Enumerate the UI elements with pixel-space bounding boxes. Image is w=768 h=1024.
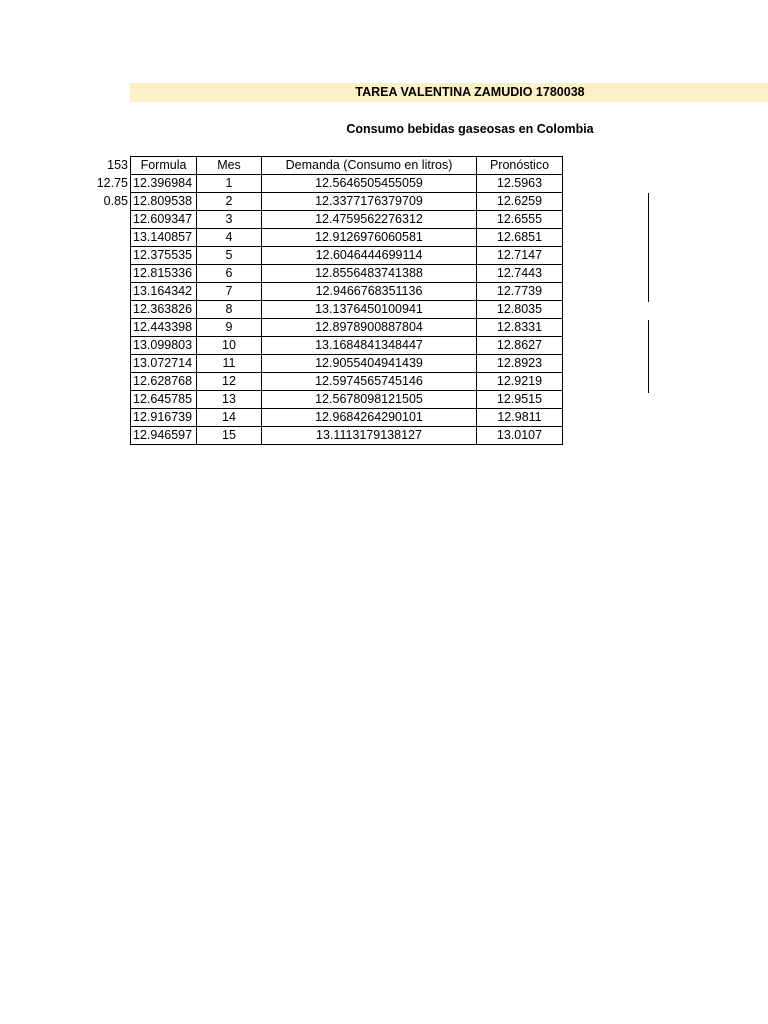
side-value-cell: 12.75 — [96, 176, 128, 190]
demanda-cell: 12.9684264290101 — [262, 409, 477, 427]
demanda-cell: 12.9466768351136 — [262, 283, 477, 301]
demanda-cell: 12.5974565745146 — [262, 373, 477, 391]
mes-cell: 15 — [197, 427, 262, 445]
side-value-cell: 153 — [107, 158, 128, 172]
mes-cell: 6 — [197, 265, 262, 283]
mes-cell: 7 — [197, 283, 262, 301]
demanda-cell: 13.1684841348447 — [262, 337, 477, 355]
formula-cell: 12.609347 — [131, 211, 197, 229]
table-row — [131, 175, 563, 193]
demanda-cell: 13.1376450100941 — [262, 301, 477, 319]
mes-cell: 9 — [197, 319, 262, 337]
formula-cell: 12.916739 — [131, 409, 197, 427]
table-row — [131, 337, 563, 355]
pronostico-cell: 13.0107 — [477, 427, 563, 445]
mes-cell: 3 — [197, 211, 262, 229]
page-title: TAREA VALENTINA ZAMUDIO 1780038 — [355, 85, 585, 99]
table-row — [131, 265, 563, 283]
pronostico-cell: 12.9811 — [477, 409, 563, 427]
formula-cell: 12.628768 — [131, 373, 197, 391]
pronostico-cell: 12.6259 — [477, 193, 563, 211]
formula-cell: 13.164342 — [131, 283, 197, 301]
table-row — [131, 301, 563, 319]
formula-cell: 13.072714 — [131, 355, 197, 373]
pronostico-cell: 12.7739 — [477, 283, 563, 301]
table-row — [131, 391, 563, 409]
formula-cell: 13.140857 — [131, 229, 197, 247]
table-row — [131, 355, 563, 373]
pronostico-cell: 12.6555 — [477, 211, 563, 229]
mes-cell: 13 — [197, 391, 262, 409]
formula-cell: 12.645785 — [131, 391, 197, 409]
pronostico-cell: 12.7147 — [477, 247, 563, 265]
demanda-cell: 13.1113179138127 — [262, 427, 477, 445]
formula-cell: 12.443398 — [131, 319, 197, 337]
mes-cell: 2 — [197, 193, 262, 211]
page-subtitle: Consumo bebidas gaseosas en Colombia — [346, 122, 594, 136]
demanda-cell: 12.4759562276312 — [262, 211, 477, 229]
table-row — [131, 211, 563, 229]
demand-table — [130, 156, 563, 445]
table-row — [131, 427, 563, 445]
column-header-formula: Formula — [131, 157, 197, 175]
pronostico-cell: 12.6851 — [477, 229, 563, 247]
table-row — [131, 409, 563, 427]
mes-cell: 11 — [197, 355, 262, 373]
title-banner — [130, 83, 768, 102]
formula-cell: 12.363826 — [131, 301, 197, 319]
mes-cell: 1 — [197, 175, 262, 193]
column-header-demanda: Demanda (Consumo en litros) — [262, 157, 477, 175]
table-body — [131, 175, 563, 445]
demanda-cell: 12.9126976060581 — [262, 229, 477, 247]
vertical-divider-line — [648, 320, 649, 393]
formula-cell: 13.099803 — [131, 337, 197, 355]
mes-cell: 5 — [197, 247, 262, 265]
column-header-mes: Mes — [197, 157, 262, 175]
mes-cell: 12 — [197, 373, 262, 391]
formula-cell: 12.396984 — [131, 175, 197, 193]
pronostico-cell: 12.8923 — [477, 355, 563, 373]
demanda-cell: 12.5646505455059 — [262, 175, 477, 193]
pronostico-cell: 12.8627 — [477, 337, 563, 355]
pronostico-cell: 12.5963 — [477, 175, 563, 193]
table-row — [131, 283, 563, 301]
side-value-cell: 0.85 — [103, 194, 128, 208]
table-row — [131, 229, 563, 247]
demanda-cell: 12.3377176379709 — [262, 193, 477, 211]
mes-cell: 4 — [197, 229, 262, 247]
column-header-pronostico: Pronóstico — [477, 157, 563, 175]
pronostico-cell: 12.9515 — [477, 391, 563, 409]
demanda-cell: 12.8556483741388 — [262, 265, 477, 283]
table-row — [131, 193, 563, 211]
pronostico-cell: 12.7443 — [477, 265, 563, 283]
pronostico-cell: 12.9219 — [477, 373, 563, 391]
table-row — [131, 373, 563, 391]
demanda-cell: 12.6046444699114 — [262, 247, 477, 265]
mes-cell: 8 — [197, 301, 262, 319]
formula-cell: 12.375535 — [131, 247, 197, 265]
table-row — [131, 319, 563, 337]
pronostico-cell: 12.8035 — [477, 301, 563, 319]
formula-cell: 12.809538 — [131, 193, 197, 211]
demanda-cell: 12.5678098121505 — [262, 391, 477, 409]
table-header-row — [131, 157, 563, 175]
formula-cell: 12.946597 — [131, 427, 197, 445]
table-row — [131, 247, 563, 265]
pronostico-cell: 12.8331 — [477, 319, 563, 337]
demanda-cell: 12.9055404941439 — [262, 355, 477, 373]
formula-cell: 12.815336 — [131, 265, 197, 283]
mes-cell: 14 — [197, 409, 262, 427]
mes-cell: 10 — [197, 337, 262, 355]
vertical-divider-line — [648, 193, 649, 302]
demanda-cell: 12.8978900887804 — [262, 319, 477, 337]
